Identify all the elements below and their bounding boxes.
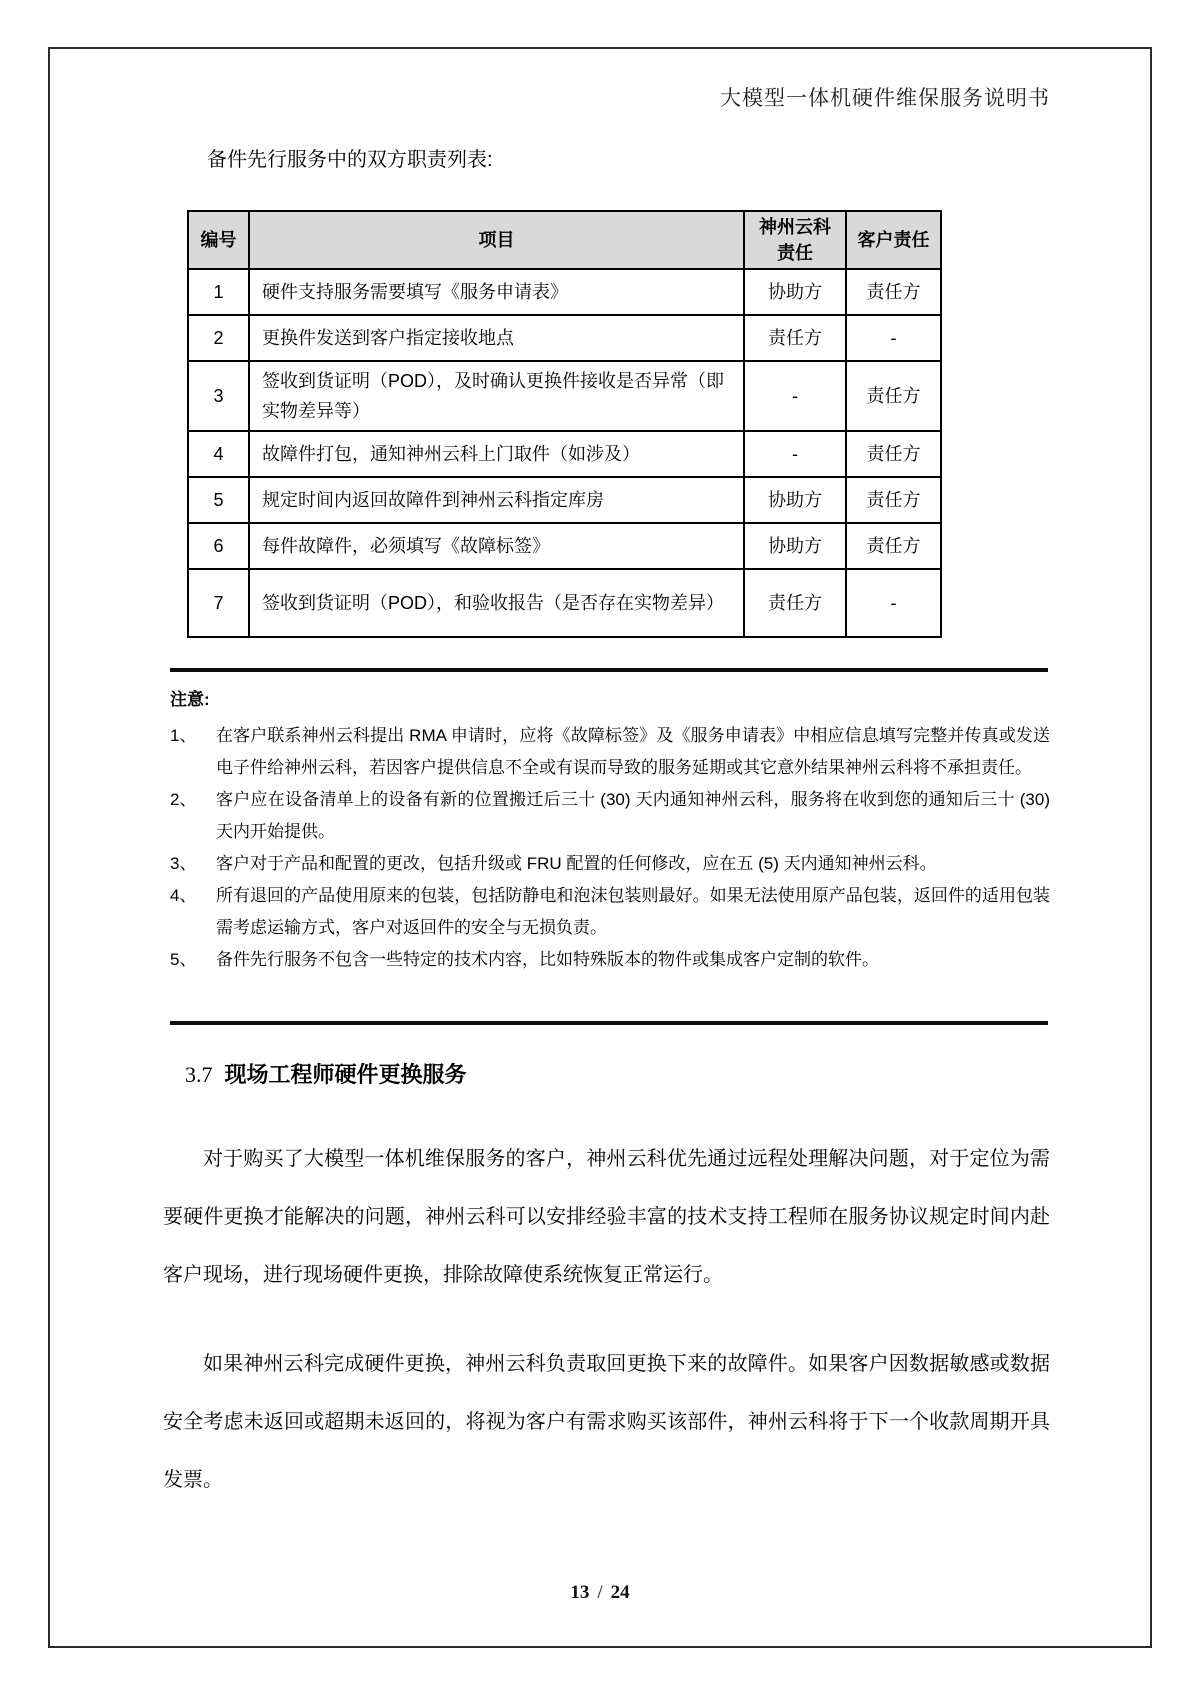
note-number: 3、 [170,854,197,873]
row-item: 签收到货证明（POD），和验收报告（是否存在实物差异） [249,569,744,637]
row-vendor: 责任方 [744,569,846,637]
row-item: 签收到货证明（POD），及时确认更换件接收是否异常（即实物差异等） [249,361,744,431]
note-item [170,848,1050,880]
row-vendor: - [744,431,846,477]
row-number: 7 [188,569,249,637]
document-header-title: 大模型一体机硬件维保服务说明书 [720,86,1050,110]
col-header-number: 编号 [188,211,249,269]
row-item: 故障件打包，通知神州云科上门取件（如涉及） [249,431,744,477]
table-row [188,361,941,431]
row-customer: 责任方 [846,269,941,315]
row-customer: - [846,569,941,637]
note-number: 4、 [170,886,197,905]
col-header-customer-responsibility: 客户责任 [846,211,941,269]
row-number: 1 [188,269,249,315]
section-number: 3.7 [185,1062,213,1087]
note-item [170,880,1050,944]
section-title: 现场工程师硬件更换服务 [224,1062,467,1087]
row-number: 2 [188,315,249,361]
col-header-vendor-responsibility: 神州云科责任 [744,211,846,269]
row-customer: 责任方 [846,431,941,477]
page-number: 13 [570,1582,590,1603]
responsibilities-table [187,210,942,638]
table-row [188,315,941,361]
page-total: 24 [610,1582,630,1603]
notes-section [170,684,1050,976]
col-header-item: 项目 [249,211,744,269]
note-number: 2、 [170,790,197,809]
note-number: 5、 [170,950,197,969]
row-customer: - [846,315,941,361]
section-divider-bottom [170,1021,1048,1025]
table-row [188,569,941,637]
row-customer: 责任方 [846,361,941,431]
row-item: 更换件发送到客户指定接收地点 [249,315,744,361]
page-separator: / [597,1582,603,1603]
row-item: 硬件支持服务需要填写《服务申请表》 [249,269,744,315]
table-row [188,269,941,315]
table-row [188,477,941,523]
row-number: 4 [188,431,249,477]
row-number: 6 [188,523,249,569]
table-row [188,431,941,477]
note-text: 客户应在设备清单上的设备有新的位置搬迁后三十 (30) 天内通知神州云科，服务将在收到您的通知后三十 (30) 天内开始提供。 [216,790,1050,841]
note-item [170,944,1050,976]
note-item [170,784,1050,848]
row-customer: 责任方 [846,523,941,569]
note-text: 客户对于产品和配置的更改，包括升级或 FRU 配置的任何修改，应在五 (5) 天内通知神州云科。 [216,854,937,873]
page-footer [0,1582,1200,1604]
section-heading [185,1058,467,1089]
row-customer: 责任方 [846,477,941,523]
row-item: 每件故障件，必须填写《故障标签》 [249,523,744,569]
note-number: 1、 [170,726,197,745]
row-vendor: 协助方 [744,477,846,523]
row-vendor: - [744,361,846,431]
note-text: 在客户联系神州云科提出 RMA 申请时，应将《故障标签》及《服务申请表》中相应信息填写完整并传真或发送电子件给神州云科，若因客户提供信息不全或有误而导致的服务延期或其它意外结果神州云科将不承担责任。 [216,726,1050,777]
notes-label: 注意: [170,690,210,709]
row-vendor: 协助方 [744,269,846,315]
row-vendor: 责任方 [744,315,846,361]
row-vendor: 协助方 [744,523,846,569]
section-divider-top [170,668,1048,672]
row-number: 3 [188,361,249,431]
note-item [170,720,1050,784]
body-paragraph: 对于购买了大模型一体机维保服务的客户，神州云科优先通过远程处理解决问题，对于定位为需要硬件更换才能解决的问题，神州云科可以安排经验丰富的技术支持工程师在服务协议规定时间内赴客户现场，进行现场硬件更换，排除故障使系统恢复正常运行。 [163,1148,1050,1286]
table-caption: 备件先行服务中的双方职责列表: [207,149,493,171]
row-item: 规定时间内返回故障件到神州云科指定库房 [249,477,744,523]
body-paragraph: 如果神州云科完成硬件更换，神州云科负责取回更换下来的故障件。如果客户因数据敏感或数据安全考虑未返回或超期未返回的，将视为客户有需求购买该部件，神州云科将于下一个收款周期开具发票。 [163,1353,1050,1491]
table-row [188,523,941,569]
row-number: 5 [188,477,249,523]
table-header-row [188,211,941,269]
note-text: 备件先行服务不包含一些特定的技术内容，比如特殊版本的物件或集成客户定制的软件。 [216,950,879,969]
note-text: 所有退回的产品使用原来的包装，包括防静电和泡沫包装则最好。如果无法使用原产品包装，返回件的适用包装需考虑运输方式，客户对返回件的安全与无损负责。 [216,886,1050,937]
